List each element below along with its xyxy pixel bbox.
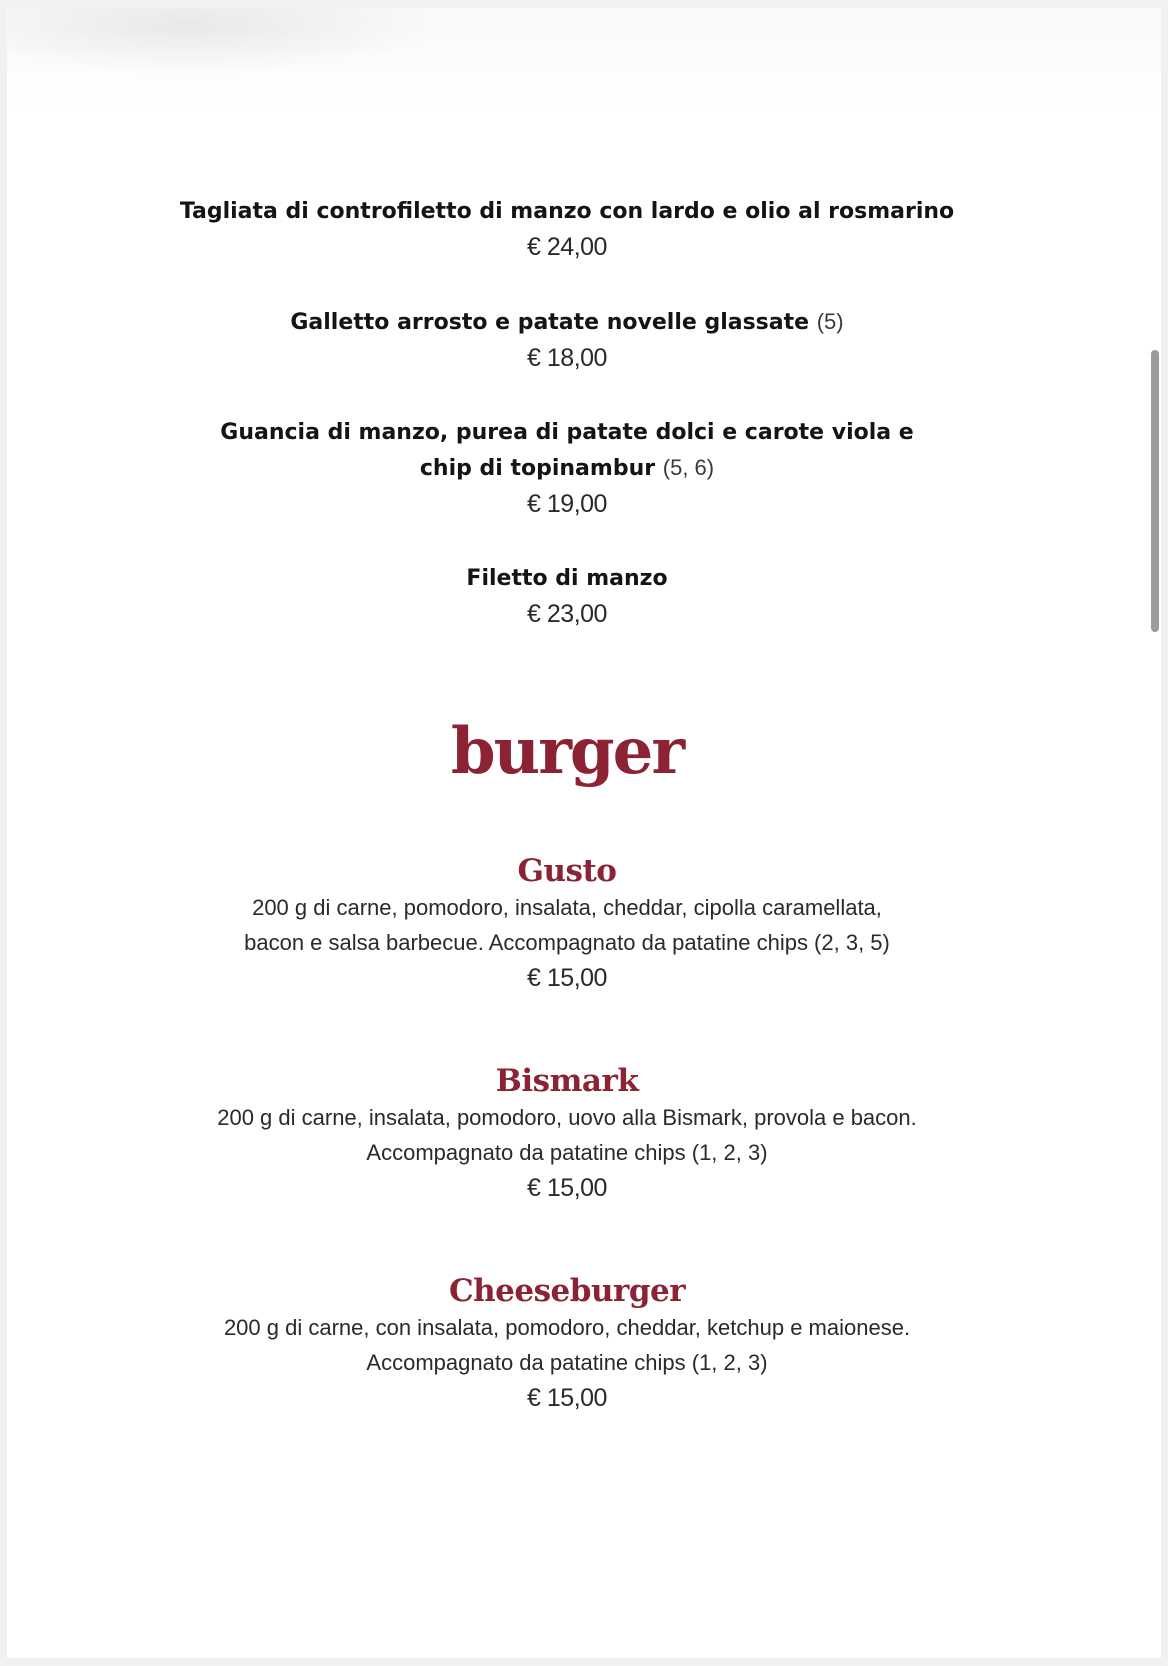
burger-price: € 15,00 — [527, 1384, 607, 1412]
dish-price: € 23,00 — [527, 600, 607, 628]
burger-price: € 15,00 — [527, 964, 607, 992]
dish-item — [7, 415, 1127, 522]
burger-item — [7, 852, 1127, 996]
dish-item — [7, 194, 1127, 265]
section-title-burger: burger — [450, 714, 684, 789]
burger-description-line1: 200 g di carne, pomodoro, insalata, cheddar, cipolla caramellata, — [252, 895, 882, 920]
dish-name — [7, 415, 1127, 450]
burger-price: € 15,00 — [527, 1174, 607, 1202]
dish-allergens: (5, 6) — [662, 455, 715, 480]
dish-price: € 24,00 — [527, 233, 607, 261]
dish-name — [7, 194, 1127, 229]
dish-price: € 19,00 — [527, 490, 607, 518]
burger-name: Cheeseburger — [448, 1273, 686, 1309]
dish-price: € 18,00 — [527, 344, 607, 372]
burger-description-line2: bacon e salsa barbecue. Accompagnato da patatine chips (2, 3, 5) — [244, 930, 890, 955]
burger-description-line2: Accompagnato da patatine chips (1, 2, 3) — [366, 1140, 768, 1165]
menu-page — [7, 8, 1161, 1658]
burger-item — [7, 1272, 1127, 1416]
burger-description — [217, 890, 917, 960]
burger-description-line1: 200 g di carne, con insalata, pomodoro, cheddar, ketchup e maionese. — [223, 1315, 911, 1340]
dish-item — [7, 304, 1127, 376]
dish-name — [7, 561, 1127, 596]
dish-name-text: Filetto di manzo — [466, 566, 668, 591]
burger-description — [217, 1100, 917, 1170]
dish-allergens: (5) — [816, 309, 844, 334]
dish-item — [7, 561, 1127, 632]
burger-name: Gusto — [517, 853, 617, 889]
burger-description — [217, 1310, 917, 1380]
burger-description-line1: 200 g di carne, insalata, pomodoro, uovo alla Bismark, provola e bacon. — [217, 1105, 917, 1130]
burger-name: Bismark — [495, 1063, 639, 1099]
menu-content — [7, 194, 1127, 1482]
top-shadow — [7, 8, 1161, 118]
dish-name-text: Galletto arrosto e patate novelle glassate — [290, 310, 810, 335]
dish-name-line2: chip di topinambur — [419, 456, 656, 481]
scrollbar-thumb[interactable] — [1151, 350, 1159, 632]
dish-name — [7, 304, 1127, 340]
burger-description-line2: Accompagnato da patatine chips (1, 2, 3) — [366, 1350, 768, 1375]
dish-name-line1: Guancia di manzo, purea di patate dolci e carote viola e — [220, 420, 914, 445]
dish-name — [7, 450, 1127, 486]
burger-item — [7, 1062, 1127, 1206]
dish-name-text: Tagliata di controfiletto di manzo con lardo e olio al rosmarino — [179, 199, 955, 224]
